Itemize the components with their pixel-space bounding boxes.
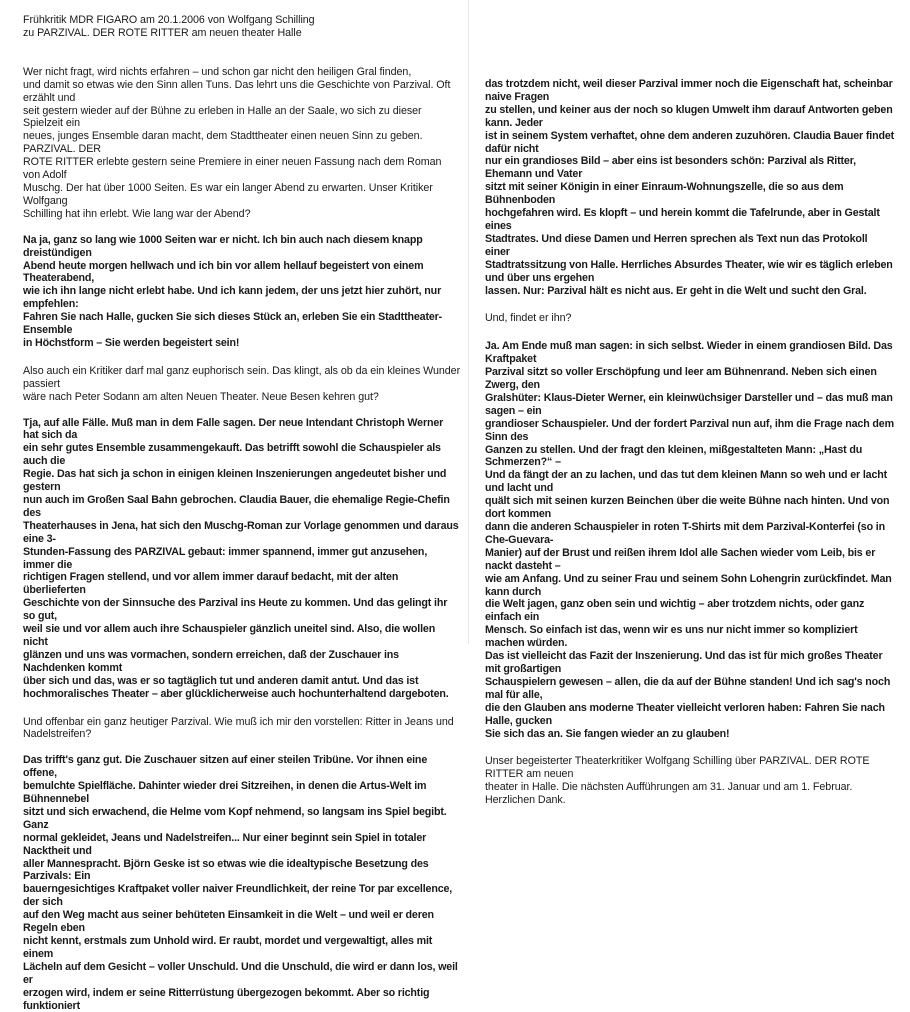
left-column: [23, 14, 461, 1012]
header-line-1: Frühkritik MDR FIGARO am 20.1.2006 von Wolfgang Schilling: [23, 14, 315, 26]
page-fold-divider: [468, 0, 469, 644]
intro-paragraph: Wer nicht fragt, wird nichts erfahren – und schon gar nicht den heiligen Gral finden, und damit so etwas wie den Sinn allen Tuns. Das lehrt uns die Geschichte von Parzival. Oft erzählt und seit gestern wieder auf der Bühne zu erleben in Halle an der Saale, wo sich zu dieser Spielzeit ein neues, junges Ensemble daran macht, dem Stadttheater einen neuen Sinn zu geben. PARZIVAL. DER ROTE RITTER erlebte gestern seine Premiere in einer neuen Fassung nach dem Roman von Adolf Muschg. Der hat über 1000 Seiten. Es war ein langer Abend zu erwarten. Unser Kritiker Wolfgang Schilling hat ihn erlebt. Wie lang war der Abend?: [23, 65, 451, 220]
question-paragraph-4: Und, findet er ihn?: [485, 312, 572, 325]
closing-paragraph: Unser begeisterter Theaterkritiker Wolfgang Schilling über PARZIVAL. DER ROTE RITTER am neuen theater in Halle. Die nächsten Aufführungen am 31. Januar und am 1. Februar. Herzlichen Dank.: [485, 755, 870, 807]
continuation-paragraph: das trotzdem nicht, weil dieser Parzival immer noch die Eigenschaft hat, scheinbar naive Fragen zu stellen, und keiner aus der noch so klugen Umwelt ihm darauf Antworten geben kann. Jeder ist in seinem System verhaftet, ohne dem anderen zuzuhören. Claudia Bauer findet dafür nicht nur ein grandioses Bild – aber eins ist besonders schön: Parzival als Ritter, Ehemann und Vater sitzt mit seiner Königin in einer Einraum-Wohnungszelle, die so aus dem Bühnenboden hochgefahren wird. Es klopft – und herein kommt die Tafelrunde, aber in Gestalt eines Stadtrates. Und diese Damen und Herren sprechen als Text nun das Protokoll einer Stadtratssitzung von Halle. Herrliches Absurdes Theater, wie wir es täglich erleben und über uns ergehen lassen. Nur: Parzival hält es nicht aus. Er geht in die Welt und sucht den Gral.: [485, 78, 895, 297]
answer-paragraph-4: Ja. Am Ende muß man sagen: in sich selbst. Wieder in einem grandiosen Bild. Das Kraftpaket Parzival sitzt so voller Erschöpfung und leer am Bühnenrand. Neben sich einen Zwerg, den Gralshüter: Klaus-Dieter Werner, ein kleinwüchsiger Darsteller und – das muß man sagen – ein grandioser Schauspieler. Und der fordert Parzival nun auf, ihm die Frage nach dem Sinn des Ganzen zu stellen. Und der fragt den kleinen, mißgestalteten Mann: „Hast du Schmerzen?“ – Und da fängt der an zu lachen, und das tut dem kleinen Mann so weh und er lacht und lacht und quält sich mit seinen kurzen Beinchen über die weite Bühne nach hinten. Und von dort kommen dann die anderen Schauspieler in roten T-Shirts mit dem Parzival-Konterfei (so in Che-Guevara- Manier) auf der Brust und reißen ihrem Idol alle Sachen wieder vom Leib, bis er nackt dasteht – wie am Anfang. Und zu seiner Frau und seinem Sohn Lohengrin zurückfindet. Man kann durch die Welt jagen, ganz oben sein und wichtig – aber trotzdem nichts, oder ganz einfach ein Mensch. So einfach ist das, wenn wir es uns nur nicht immer so kompliziert machen würden. Das ist vielleicht das Fazit der Inszenierung. Und das ist für mich großes Theater mit großartigen Schauspielern gewesen – allen, die da auf der Bühne standen! Und ich sag's noch mal für alle, die den Glauben ans moderne Theater vielleicht verloren haben: Fahren Sie nach Halle, gucken Sie sich das an. Sie fangen wieder an zu glauben!: [485, 340, 894, 740]
answer-paragraph-2: Tja, auf alle Fälle. Muß man in dem Falle sagen. Der neue Intendant Christoph Werner hat sich da ein sehr gutes Ensemble zusammengekauft. Das betrifft sowohl die Schauspieler als auch die Regie. Das hat sich ja schon in einigen kleinen Inszenierungen angedeutet bisher und gestern nun auch im Großen Saal Bahn gebrochen. Claudia Bauer, die ehemalige Regie-Chefin des Theaterhauses in Jena, hat sich den Muschg-Roman zur Vorlage genommen und daraus eine 3- Stunden-Fassung des PARZIVAL gebaut: immer spannend, immer gut anzusehen, immer die richtigen Fragen stellend, und vor allem immer darauf bedacht, mit der alten überlieferten Geschichte von der Sinnsuche des Parzival ins Heute zu kommen. Und das gelingt ihr so gut, weil sie und vor allem auch ihre Schauspieler gänzlich uneitel sind. Also, die wollen nicht glänzen und uns was vormachen, sondern erreichen, daß der Zuschauer ins Nachdenken kommt über sich und das, was er so tagtäglich tut und anderen damit antut. Und das ist hochmoralisches Theater – aber glücklicherweise auch hochunterhaltend dargeboten.: [23, 416, 459, 700]
answer-paragraph-3: Das trifft's ganz gut. Die Zuschauer sitzen auf einer steilen Tribüne. Vor ihnen eine offene, bemulchte Spielfläche. Dahinter wieder drei Sitzreihen, in denen die Artus-Welt im Bühnennebel sitzt und sich erwachend, die Helme vom Kopf nehmend, so langsam ins Spiel begibt. Ganz normal gekleidet, Jeans und Nadelstreifen... Nur einer beginnt sein Spiel in totaler Nacktheit und aller Mannespracht. Björn Geske ist so etwas wie die idealtypische Besetzung des Parzivals: Ein bauerngesichtiges Kraftpaket voller naiver Freundlichkeit, der reine Tor par excellence, der sich auf den Weg macht aus seiner behüteten Einsamkeit in die Welt – und weil er deren Regeln eben nicht kennt, erstmals zum Unhold wird. Er raubt, mordet und vergewaltigt, alles mit einem Lächeln auf dem Gesicht – voller Unschuld. Und die Unschuld, die wird er dann los, weil er erzogen wird, indem er seine Ritterrüstung übergezogen bekommt. Aber so richtig funktioniert: [23, 754, 458, 1012]
answer-paragraph-1: Na ja, ganz so lang wie 1000 Seiten war er nicht. Ich bin auch nach diesem knapp dreistündigen Abend heute morgen hellwach und ich bin vor allem hellauf begeistert von einem Theaterabend, wie ich ihn lange nicht erlebt habe. Und ich kann jedem, der uns jetzt hier zuhört, nur empfehlen: Fahren Sie nach Halle, gucken Sie sich dieses Stück an, erleben Sie ein Stadttheater-Ensemble in Höchstform – Sie werden begeistert sein!: [23, 233, 443, 349]
header-line-2: zu PARZIVAL. DER ROTE RITTER am neuen theater Halle: [23, 26, 302, 39]
question-paragraph-2: Also auch ein Kritiker darf mal ganz euphorisch sein. Das klingt, als ob da ein kleines Wunder passiert wäre nach Peter Sodann am alten Neuen Theater. Neue Besen kehren gut?: [23, 364, 461, 403]
right-column: [485, 78, 895, 807]
question-paragraph-3: Und offenbar ein ganz heutiger Parzival. Wie muß ich mir den vorstellen: Ritter in Jeans und Nadelstreifen?: [23, 715, 454, 741]
